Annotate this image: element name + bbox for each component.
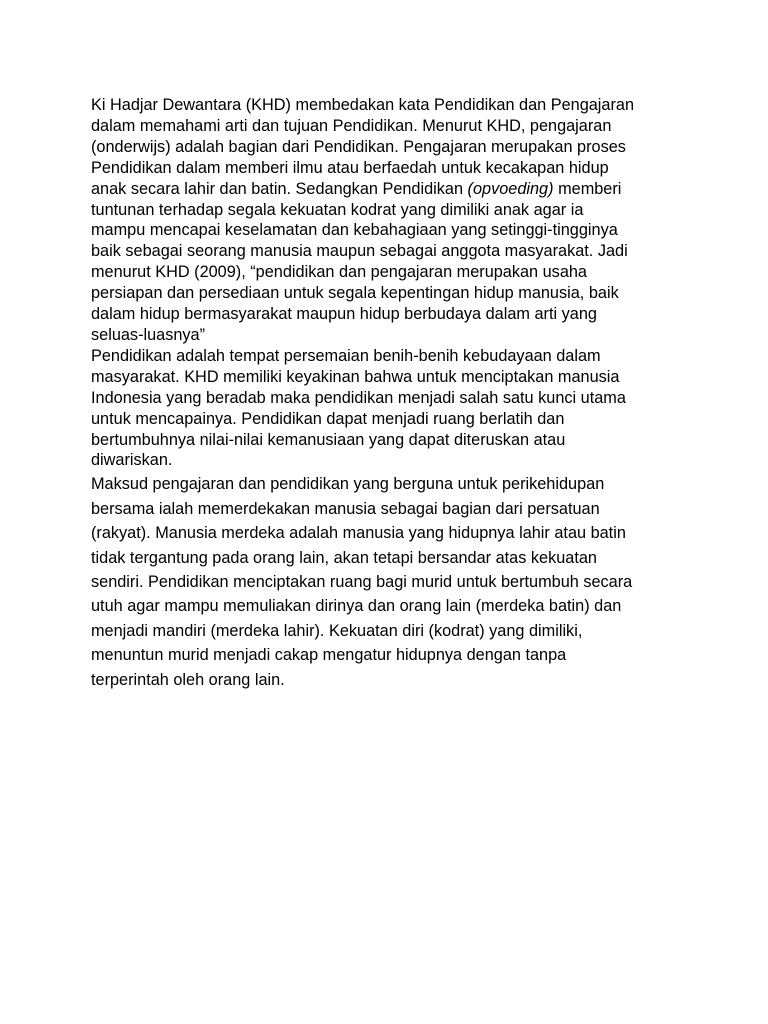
text-line: Pendidikan dalam memberi ilmu atau berfaedah untuk kecakapan hidup bbox=[91, 158, 609, 177]
text-line: Maksud pengajaran dan pendidikan yang berguna untuk perikehidupan bbox=[91, 475, 605, 494]
text-line: menuntun murid menjadi cakap mengatur hidupnya dengan tanpa bbox=[91, 646, 567, 665]
text-line: Ki Hadjar Dewantara (KHD) membedakan kata Pendidikan dan Pengajaran bbox=[91, 96, 635, 114]
text-line: seluas-luasnya” bbox=[91, 325, 206, 344]
text-line: bertumbuhnya nilai-nilai kemanusiaan yang dapat diteruskan atau bbox=[91, 430, 566, 449]
text-line: menurut KHD (2009), “pendidikan dan pengajaran merupakan usaha bbox=[91, 263, 587, 282]
text-line: persiapan dan persediaan untuk segala kepentingan hidup manusia, baik bbox=[91, 284, 619, 303]
paragraph-2 bbox=[91, 346, 691, 471]
text-line: Pendidikan adalah tempat persemaian benih-benih kebudayaan dalam bbox=[91, 346, 601, 365]
text-line: utuh agar mampu memuliakan dirinya dan orang lain (merdeka batin) dan bbox=[91, 597, 622, 616]
text-line: baik sebagai seorang manusia maupun sebagai anggota masyarakat. Jadi bbox=[91, 242, 628, 261]
text-segment: memberi bbox=[553, 179, 622, 198]
text-line: untuk mencapainya. Pendidikan dapat menjadi ruang berlatih dan bbox=[91, 409, 565, 428]
text-line: terperintah oleh orang lain. bbox=[91, 670, 285, 689]
text-line: (rakyat). Manusia merdeka adalah manusia yang hidupnya lahir atau batin bbox=[91, 524, 626, 543]
text-line: tuntunan terhadap segala kekuatan kodrat yang dimiliki anak agar ia bbox=[91, 200, 584, 219]
text-line: Indonesia yang beradab maka pendidikan menjadi salah satu kunci utama bbox=[91, 388, 626, 407]
text-line: bersama ialah memerdekakan manusia sebagai bagian dari persatuan bbox=[91, 499, 600, 518]
text-segment: anak secara lahir dan batin. Sedangkan Pendidikan bbox=[91, 179, 468, 198]
text-line: mampu mencapai keselamatan dan kebahagiaan yang setinggi-tingginya bbox=[91, 221, 618, 240]
paragraph-3 bbox=[91, 472, 691, 692]
text-line: diwariskan. bbox=[91, 451, 173, 470]
text-line: masyarakat. KHD memiliki keyakinan bahwa untuk menciptakan manusia bbox=[91, 367, 620, 386]
text-line: dalam hidup bermasyarakat maupun hidup berbudaya dalam arti yang bbox=[91, 305, 597, 324]
italic-term: (opvoeding) bbox=[467, 179, 554, 198]
document-body bbox=[91, 95, 691, 692]
text-line: menjadi mandiri (merdeka lahir). Kekuatan diri (kodrat) yang dimiliki, bbox=[91, 621, 583, 640]
paragraph-1 bbox=[91, 95, 691, 346]
text-line: dalam memahami arti dan tujuan Pendidikan. Menurut KHD, pengajaran bbox=[91, 116, 612, 135]
text-line bbox=[91, 179, 691, 200]
text-line: (onderwijs) adalah bagian dari Pendidikan. Pengajaran merupakan proses bbox=[91, 137, 626, 156]
text-line: tidak tergantung pada orang lain, akan tetapi bersandar atas kekuatan bbox=[91, 548, 597, 567]
text-line: sendiri. Pendidikan menciptakan ruang bagi murid untuk bertumbuh secara bbox=[91, 572, 633, 591]
